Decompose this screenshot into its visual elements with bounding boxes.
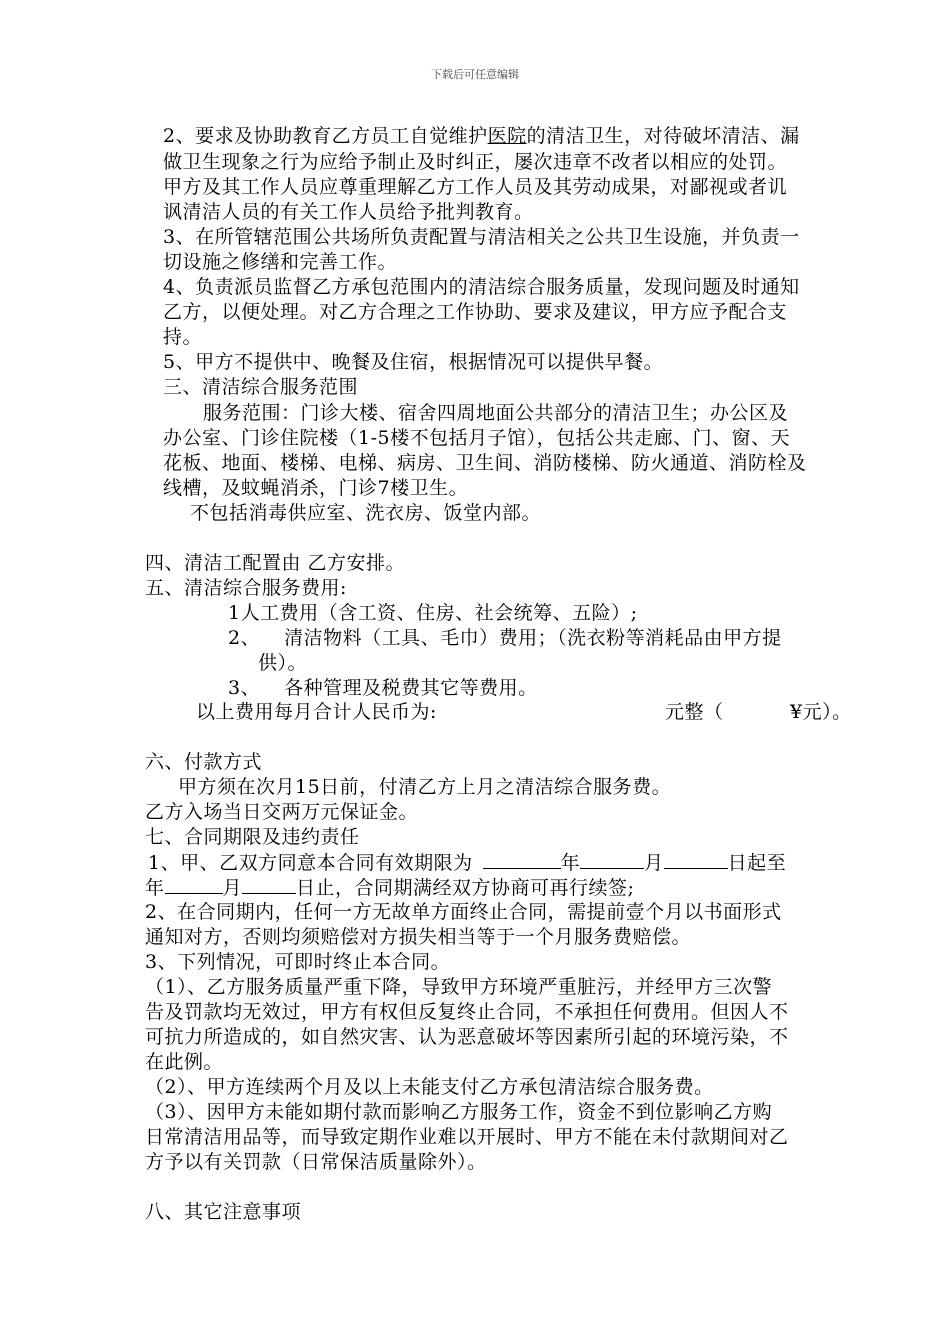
fee-item-1: 1人工费用（含工资、住房、社会统筹、五险）; xyxy=(228,602,638,624)
blank-year-from[interactable] xyxy=(483,850,561,869)
section-7-title: 七、合同期限及违约责任 xyxy=(145,826,360,848)
page-header: 下载后可任意编辑 xyxy=(431,68,519,81)
blank-month-from[interactable] xyxy=(580,850,644,869)
term-clause-3-2: （2）、甲方连续两个月及以上未能支付乙方承包清洁综合服务费。 xyxy=(145,1076,714,1098)
section-5-title: 五、清洁综合服务费用: xyxy=(145,577,347,599)
section-3-line-5: 不包括消毒供应室、洗衣房、饭堂内部。 xyxy=(190,502,542,524)
clause-2-line-3: 甲方及其工作人员应尊重理解乙方工作人员及其劳动成果，对鄙视或者讥 xyxy=(163,176,788,198)
term-clause-3-1-line-1: （1）、乙方服务质量严重下降，导致甲方环境严重脏污，并经甲方三次警 xyxy=(145,976,773,998)
fee-item-2: 2、 清洁物料（工具、毛巾）费用；（洗衣粉等消耗品由甲方提 xyxy=(228,627,782,649)
blank-year-to[interactable] xyxy=(165,875,223,894)
clause-4-line-3: 持。 xyxy=(163,326,203,348)
section-3-line-3: 花板、地面、楼梯、电梯、病房、卫生间、消防楼梯、防火通道、消防栓及 xyxy=(163,452,807,474)
term-clause-2-line-2: 通知对方，否则均须赔偿对方损失相当等于一个月服务费赔偿。 xyxy=(145,926,692,948)
term-clause-1-line-1: 1、甲、乙双方同意本合同有效期限为 年 月 日起至 xyxy=(148,852,787,874)
clause-3-line-2: 切设施之修缮和完善工作。 xyxy=(163,251,398,273)
fee-item-3: 3、 各种管理及税费其它等费用。 xyxy=(228,677,538,699)
blank-day-from[interactable] xyxy=(664,850,728,869)
term-clause-3-1-line-4: 在此例。 xyxy=(145,1051,224,1073)
hospital-underlined: 医院 xyxy=(487,125,527,147)
section-6-line-1: 甲方须在次月15日前，付清乙方上月之清洁综合服务费。 xyxy=(178,776,672,798)
clause-2-line-4: 讽清洁人员的有关工作人员给予批判教育。 xyxy=(163,201,534,223)
term-clause-2-line-1: 2、在合同期内，任何一方无故单方面终止合同，需提前壹个月以书面形式 xyxy=(145,901,782,923)
fee-item-2-cont: 供）。 xyxy=(258,652,308,674)
clause-4-line-2: 乙方，以便处理。对乙方合理之工作协助、要求及建议，甲方应予配合支 xyxy=(163,301,788,323)
term-clause-3-3-line-3: 方予以有关罚款（日常保洁质量除外）。 xyxy=(145,1151,487,1173)
section-6-line-2: 乙方入场当日交两万元保证金。 xyxy=(145,801,419,823)
clause-5: 5、甲方不提供中、晚餐及住宿，根据情况可以提供早餐。 xyxy=(163,351,664,373)
fee-total-label: 以上费用每月合计人民币为: xyxy=(196,701,437,723)
section-3-line-1: 服务范围：门诊大楼、宿舍四周地面公共部分的清洁卫生；办公区及 xyxy=(203,402,789,424)
section-3-line-4: 线槽，及蚊蝇消杀，门诊7楼卫生。 xyxy=(163,477,469,499)
fee-total-symbol: ¥元）。 xyxy=(790,701,852,723)
clause-2-line-1: 2、要求及协助教育乙方员工自觉维护医院的清洁卫生，对待破坏清洁、漏 xyxy=(163,125,800,147)
term-clause-3-1-line-2: 告及罚款均无效过，甲方有权但反复终止合同，不承担任何费用。但因人不 xyxy=(145,1001,789,1023)
clause-4-line-1: 4、负责派员监督乙方承包范围内的清洁综合服务质量，发现问题及时通知 xyxy=(163,276,800,298)
section-8-title: 八、其它注意事项 xyxy=(145,1201,302,1223)
fee-total-yuan: 元整（ xyxy=(665,701,724,723)
section-4-title: 四、清洁工配置由 乙方安排。 xyxy=(145,552,406,574)
section-3-line-2: 办公室、门诊住院楼（1-5楼不包括月子馆），包括公共走廊、门、窗、天 xyxy=(163,427,791,449)
term-clause-3: 3、下列情况，可即时终止本合同。 xyxy=(145,951,451,973)
term-clause-3-3-line-2: 日常清洁用品等，而导致定期作业难以开展时、甲方不能在未付款期间对乙 xyxy=(145,1126,789,1148)
blank-month-to[interactable] xyxy=(242,875,296,894)
clause-3-line-1: 3、在所管辖范围公共场所负责配置与清洁相关之公共卫生设施，并负责一 xyxy=(163,226,800,248)
section-6-title: 六、付款方式 xyxy=(145,751,263,773)
term-clause-3-1-line-3: 可抗力所造成的，如自然灾害、认为恶意破坏等因素所引起的环境污染，不 xyxy=(145,1026,789,1048)
term-clause-3-3-line-1: （3）、因甲方未能如期付款而影响乙方服务工作，资金不到位影响乙方购 xyxy=(145,1101,773,1123)
term-clause-1-line-2: 年 月 日止，合同期满经双方协商可再行续签; xyxy=(145,877,635,899)
clause-2-line-2: 做卫生现象之行为应给予制止及时纠正，屡次违章不改者以相应的处罚。 xyxy=(163,151,788,173)
section-3-title: 三、清洁综合服务范围 xyxy=(163,376,359,398)
